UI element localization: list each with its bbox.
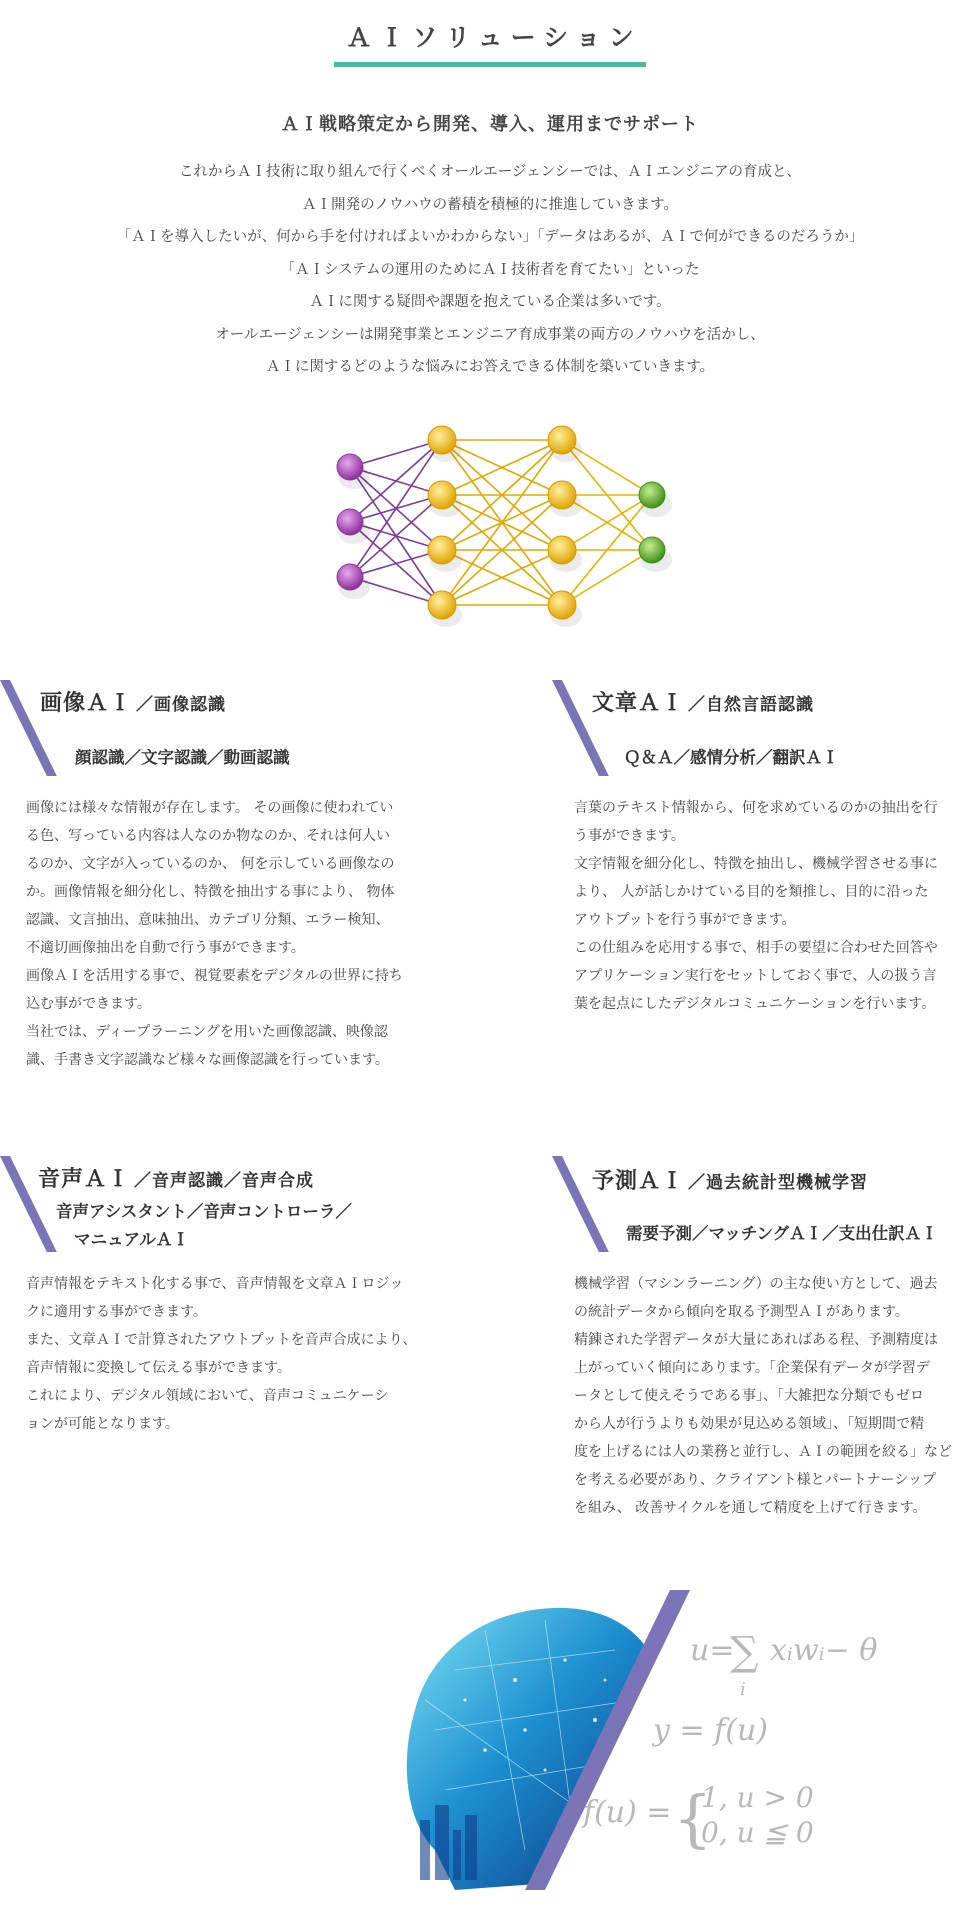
body-line: 精錬された学習データが大量にあればある程、予測精度は: [574, 1332, 938, 1348]
formula-3-case1: 1, u > 0: [701, 1781, 814, 1814]
body-line: を考える必要があり、クライアント様とパートナーシップ: [574, 1472, 937, 1488]
section-tags: Ｑ＆Ａ／感情分析／翻訳ＡＩ: [624, 748, 839, 767]
section-title: [592, 1164, 868, 1195]
body-line: アウトプットを行う事ができます。: [574, 912, 796, 928]
network-node: [548, 591, 576, 619]
network-node: [428, 536, 456, 564]
body-line: クに適用する事ができます。: [26, 1304, 207, 1320]
body-line: う事ができます。: [574, 828, 685, 844]
body-line: これにより、デジタル領域において、音声コミュニケーシ: [26, 1388, 389, 1404]
intro-line: 「ＡＩシステムの運用のためにＡＩ技術者を育てたい」といった: [280, 261, 700, 278]
section-title-main: 音声ＡＩ: [38, 1167, 131, 1192]
intro-text: [0, 156, 980, 384]
head-graphic: [407, 1608, 665, 1890]
section-title-main: 画像ＡＩ: [40, 691, 133, 716]
section-title-sub: ／画像認識: [136, 695, 227, 715]
section-body: [574, 794, 980, 1018]
intro-line: ＡＩ開発のノウハウの蓄積を積極的に推進していきます。: [302, 196, 678, 213]
body-line: 込む事ができます。: [26, 996, 151, 1012]
network-node: [337, 564, 363, 590]
body-line: か。画像情報を細分化し、特徴を抽出する事により、 物体: [26, 884, 395, 900]
body-line: 機械学習（マシンラーニング）の主な使い方として、過去: [574, 1276, 938, 1292]
section-tags-line: マニュアルＡＩ: [74, 1230, 189, 1249]
body-line: を組み、 改善サイクルを通して精度を上げて行きます。: [574, 1500, 927, 1516]
intro-line: 「ＡＩを導入したいが、何から手を付ければよいかわからない」「データはあるが、ＡＩで何ができるのだろうか」: [116, 229, 864, 245]
network-node: [428, 481, 456, 509]
body-line: 画像には様々な情報が存在します。 その画像に使われてい: [26, 800, 394, 816]
section-title-main: 予測ＡＩ: [592, 1169, 685, 1194]
formula-1-lhs: u=: [690, 1633, 735, 1668]
section-body: [26, 1270, 446, 1438]
body-line: るのか、文字が入っているのか、 何を示している画像なの: [26, 856, 395, 872]
body-line: また、文章ＡＩで計算されたアウトプットを音声合成により、: [26, 1332, 417, 1348]
section-title-main: 文章ＡＩ: [592, 691, 685, 716]
intro-line: これからＡＩ技術に取り組んで行くべくオールエージェンシーでは、ＡＩエンジニアの育成と、: [179, 164, 801, 180]
body-line: 不適切画像抽出を自動で行う事ができます。: [26, 940, 305, 956]
network-node: [639, 537, 665, 563]
formula-3-lhs: f(u) =: [583, 1795, 672, 1830]
body-line: 音声情報をテキスト化する事で、音声情報を文章ＡＩロジッ: [26, 1276, 404, 1292]
neural-network-illustration: [290, 405, 700, 630]
formula-1-sigma: ∑: [730, 1629, 759, 1675]
formula-3-brace: {: [673, 1782, 713, 1855]
body-line: る色、写っている内容は人なのか物なのか、それは何人い: [26, 828, 390, 844]
section-title: [592, 686, 814, 717]
body-line: ータとして使えそうである事」、「大雑把な分類でもゼロ: [574, 1388, 924, 1404]
section-title-sub: ／音声認識／音声合成: [134, 1171, 315, 1191]
page-title-wrap: [0, 18, 980, 67]
network-node: [548, 426, 576, 454]
network-node: [428, 426, 456, 454]
intro-line: オールエージェンシーは開発事業とエンジニア育成事業の両方のノウハウを活かし、: [215, 326, 765, 343]
body-line: 音声情報に変換して伝える事ができます。: [26, 1360, 291, 1376]
body-line: この仕組みを応用する事で、相手の要望に合わせた回答や: [574, 940, 938, 956]
formula-1-index: i: [740, 1679, 746, 1700]
section-title-sub: ／自然言語認識: [688, 695, 815, 715]
network-node: [428, 591, 456, 619]
body-line: 識、手書き文字認識など様々な画像認識を行っています。: [26, 1052, 389, 1068]
formula-3-case2: 0, u ≦ 0: [701, 1816, 814, 1849]
body-line: ョンが可能となります。: [26, 1416, 179, 1432]
body-line: より、 人が話しかけている目的を類推し、目的に沿った: [574, 884, 929, 900]
body-line: 度を上げるには人の業務と並行し、ＡＩの範囲を絞る」など: [574, 1444, 952, 1460]
section-title: [40, 686, 226, 717]
section-title: [38, 1162, 314, 1193]
section-tags: [56, 1198, 352, 1254]
body-line: 葉を起点にしたデジタルコミュニケーションを行います。: [574, 996, 936, 1012]
network-edge: [350, 440, 442, 577]
intro-line: ＡＩに関する疑問や課題を抱えている企業は多いです。: [309, 294, 671, 310]
network-node: [337, 454, 363, 480]
formula-1-rhs: xᵢwᵢ− θ: [770, 1633, 878, 1668]
formula-2: y = f(u): [653, 1713, 768, 1748]
body-line: 上がっていく傾向にあります。「企業保有データが学習デ: [574, 1360, 930, 1376]
network-node: [337, 509, 363, 535]
intro-line: ＡＩに関するどのような悩みにお答えできる体制を築いていきます。: [265, 359, 715, 375]
network-node: [548, 481, 576, 509]
body-line: 画像ＡＩを活用する事で、視覚要素をデジタルの世界に持ち: [26, 968, 403, 984]
ai-head-illustration: [395, 1590, 895, 1890]
network-node: [548, 536, 576, 564]
body-line: アプリケーション実行をセットしておく事で、人の扱う言: [574, 968, 937, 984]
section-body: [26, 794, 446, 1074]
page-subtitle: ＡＩ戦略策定から開発、導入、運用までサポート: [281, 114, 699, 135]
body-line: 認識、文言抽出、意味抽出、カテゴリ分類、エラー検知、: [26, 912, 390, 928]
page-title: ＡＩソリューション: [334, 18, 645, 67]
body-line: 当社では、ディープラーニングを用いた画像認識、映像認: [26, 1024, 388, 1040]
body-line: 文字情報を細分化し、特徴を抽出し、機械学習させる事に: [574, 856, 938, 872]
body-line: 言葉のテキスト情報から、何を求めているのかの抽出を行: [574, 800, 938, 816]
section-body: [574, 1270, 980, 1522]
section-tags-line: 音声アシスタント／音声コントローラ／: [56, 1202, 352, 1221]
section-tags: 需要予測／マッチングＡＩ／支出仕訳ＡＩ: [626, 1224, 938, 1243]
section-tags: 顔認識／文字認識／動画認識: [75, 748, 290, 767]
body-line: の統計データから傾向を取る予測型ＡＩがあります。: [574, 1304, 909, 1320]
section-title-sub: ／過去統計型機械学習: [688, 1173, 869, 1193]
network-node: [639, 482, 665, 508]
body-line: から人が行うよりも効果が見込める領域」、「短期間で精: [574, 1416, 924, 1432]
